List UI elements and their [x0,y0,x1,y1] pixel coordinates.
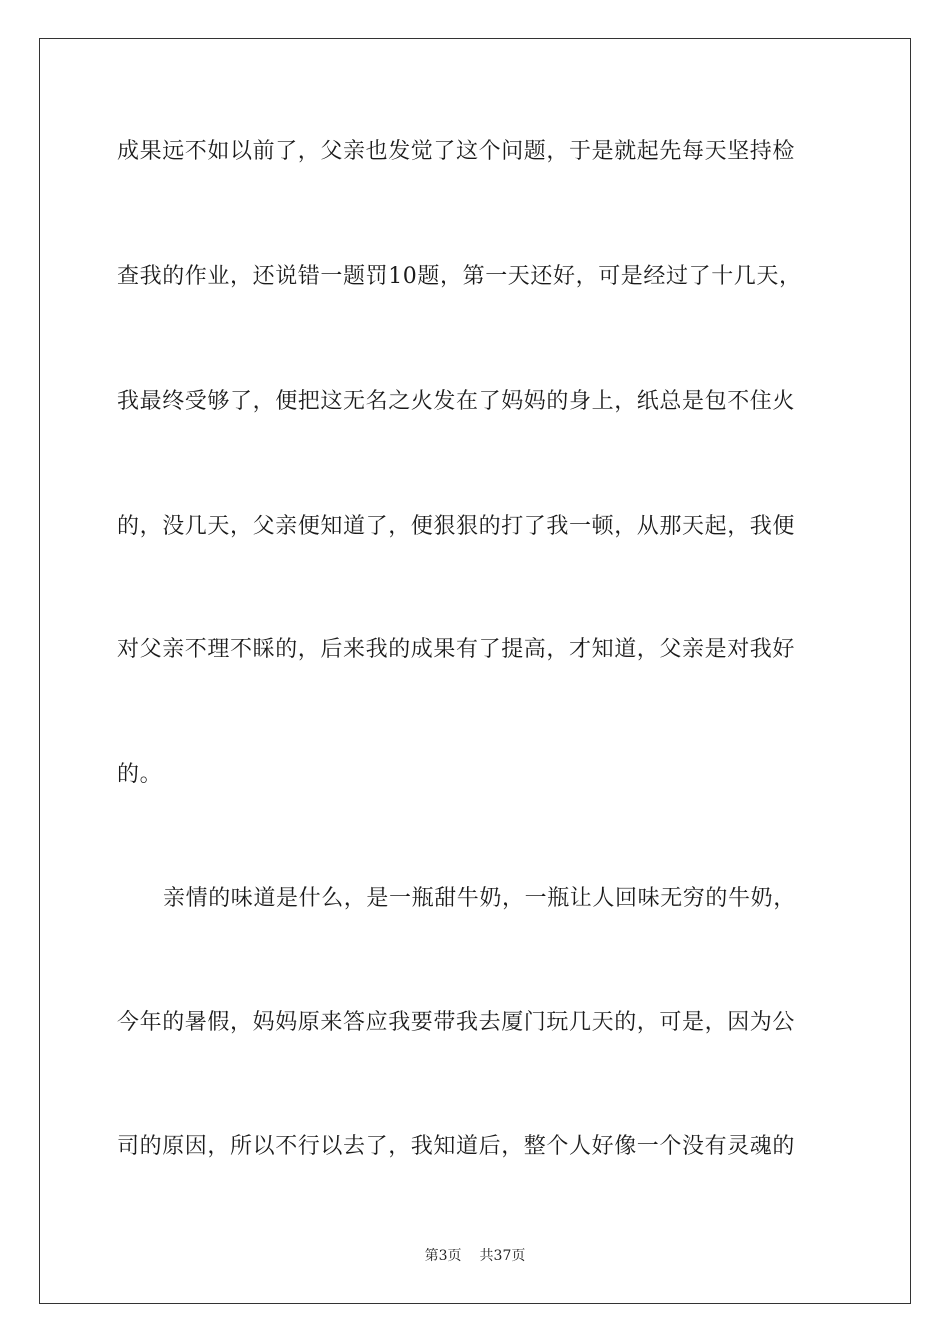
body-line: 我最终受够了，便把这无名之火发在了妈妈的身上，纸总是包不住火 [117,389,796,414]
body-line: 司的原因，所以不行以去了，我知道后，整个人好像一个没有灵魂的 [117,1134,796,1159]
body-line: 的，没几天，父亲便知道了，便狠狠的打了我一顿，从那天起，我便 [117,514,796,539]
page-border [39,38,911,1304]
body-line: 查我的作业，还说错一题罚10题，第一天还好，可是经过了十几天， [117,264,802,289]
page-footer [0,1246,950,1266]
page-total: 共37页 [479,1248,526,1264]
page-number: 第3页 [424,1248,462,1264]
body-line: 对父亲不理不睬的，后来我的成果有了提高，才知道，父亲是对我好 [117,637,796,662]
body-line: 今年的暑假，妈妈原来答应我要带我去厦门玩几天的，可是，因为公 [117,1010,796,1035]
body-line: 成果远不如以前了，父亲也发觉了这个问题，于是就起先每天坚持检 [117,139,796,164]
body-line: 的。 [117,762,163,787]
paragraph-first-line: 亲情的味道是什么，是一瓶甜牛奶，一瓶让人回味无穷的牛奶， [163,886,796,911]
